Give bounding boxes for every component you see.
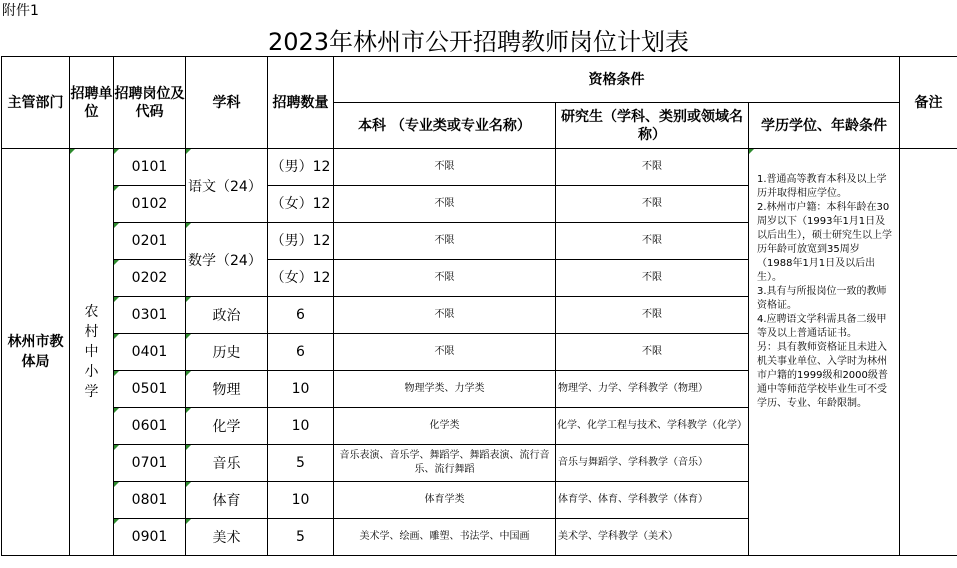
grad-cell: 美术学、学科教学（美术） <box>556 519 749 556</box>
grad-cell: 音乐与舞蹈学、学科教学（音乐） <box>556 445 749 482</box>
remarks-cell <box>900 149 957 556</box>
position-code: 0101 <box>114 149 186 186</box>
count-cell: 6 <box>268 334 334 371</box>
header-degree-age: 学历学位、年龄条件 <box>749 103 900 149</box>
unit-cell: 农村中小学 <box>70 149 114 556</box>
attachment-label: 附件1 <box>2 3 39 19</box>
count-cell: （女）12 <box>268 186 334 223</box>
header-unit: 招聘单位 <box>70 57 114 149</box>
undergrad-cell: 物理学类、力学类 <box>334 371 556 408</box>
grad-cell: 不限 <box>556 149 749 186</box>
subject-cell: 化学 <box>186 408 268 445</box>
subject-cell: 政治 <box>186 297 268 334</box>
condition-item: 3.具有与所报岗位一致的教师资格证。 <box>757 286 887 311</box>
count-cell: （女）12 <box>268 260 334 297</box>
position-code: 0601 <box>114 408 186 445</box>
header-qualifications: 资格条件 <box>334 57 900 103</box>
header-department: 主管部门 <box>2 57 70 149</box>
position-code: 0801 <box>114 482 186 519</box>
department-cell: 林州市教体局 <box>2 149 70 556</box>
count-cell: 6 <box>268 297 334 334</box>
count-cell: 10 <box>268 482 334 519</box>
condition-item: 另：具有教师资格证且未进入机关事业单位、入学时为林州市户籍的1999级和2000级普通中等师范学校毕业生可不受学历、专业、年龄限制。 <box>757 342 888 409</box>
undergrad-cell: 音乐表演、音乐学、舞蹈学、舞蹈表演、流行音乐、流行舞蹈 <box>334 445 556 482</box>
subject-cell: 体育 <box>186 482 268 519</box>
count-cell: （男）12 <box>268 223 334 260</box>
undergrad-cell: 不限 <box>334 297 556 334</box>
subject-cell: 数学（24） <box>186 223 268 297</box>
grad-cell: 化学、化学工程与技术、学科教学（化学） <box>556 408 749 445</box>
condition-item: 4.应聘语文学科需具备二级甲等及以上普通话证书。 <box>757 314 887 339</box>
undergrad-cell: 化学类 <box>334 408 556 445</box>
grad-cell: 不限 <box>556 297 749 334</box>
position-code: 0301 <box>114 297 186 334</box>
condition-item: 2.林州市户籍：本科年龄在30周岁以下（1993年1月1日及以后出生），硕士研究生以上学历年龄可放宽到35周岁（1988年1月1日及以后出生）。 <box>757 202 892 283</box>
undergrad-cell: 不限 <box>334 149 556 186</box>
position-code: 0901 <box>114 519 186 556</box>
header-graduate: 研究生（学科、类别或领域名称） <box>556 103 749 149</box>
subject-cell: 美术 <box>186 519 268 556</box>
grad-cell: 不限 <box>556 223 749 260</box>
undergrad-cell: 不限 <box>334 334 556 371</box>
header-subject: 学科 <box>186 57 268 149</box>
count-cell: 10 <box>268 371 334 408</box>
undergrad-cell: 体育学类 <box>334 482 556 519</box>
undergrad-cell: 不限 <box>334 260 556 297</box>
conditions-cell <box>749 149 900 556</box>
undergrad-cell: 不限 <box>334 186 556 223</box>
subject-cell: 语文（24） <box>186 149 268 223</box>
undergrad-cell: 不限 <box>334 223 556 260</box>
count-cell: （男）12 <box>268 149 334 186</box>
count-cell: 10 <box>268 408 334 445</box>
grad-cell: 体育学、体育、学科教学（体育） <box>556 482 749 519</box>
grad-cell: 物理学、力学、学科教学（物理） <box>556 371 749 408</box>
subject-cell: 历史 <box>186 334 268 371</box>
count-cell: 5 <box>268 519 334 556</box>
subject-cell: 物理 <box>186 371 268 408</box>
count-cell: 5 <box>268 445 334 482</box>
header-count: 招聘数量 <box>268 57 334 149</box>
header-position: 招聘岗位及代码 <box>114 57 186 149</box>
grad-cell: 不限 <box>556 186 749 223</box>
position-code: 0202 <box>114 260 186 297</box>
header-remarks: 备注 <box>900 57 957 149</box>
grad-cell: 不限 <box>556 334 749 371</box>
position-code: 0701 <box>114 445 186 482</box>
header-undergraduate: 本科 （专业类或专业名称） <box>334 103 556 149</box>
condition-item: 1.普通高等教育本科及以上学历并取得相应学位。 <box>757 174 887 199</box>
page-title: 2023年林州市公开招聘教师岗位计划表 <box>267 28 690 56</box>
undergrad-cell: 美术学、绘画、雕塑、书法学、中国画 <box>334 519 556 556</box>
subject-cell: 音乐 <box>186 445 268 482</box>
position-code: 0401 <box>114 334 186 371</box>
position-code: 0201 <box>114 223 186 260</box>
table-row <box>2 149 957 186</box>
grad-cell: 不限 <box>556 260 749 297</box>
recruitment-table <box>1 56 957 556</box>
position-code: 0501 <box>114 371 186 408</box>
position-code: 0102 <box>114 186 186 223</box>
